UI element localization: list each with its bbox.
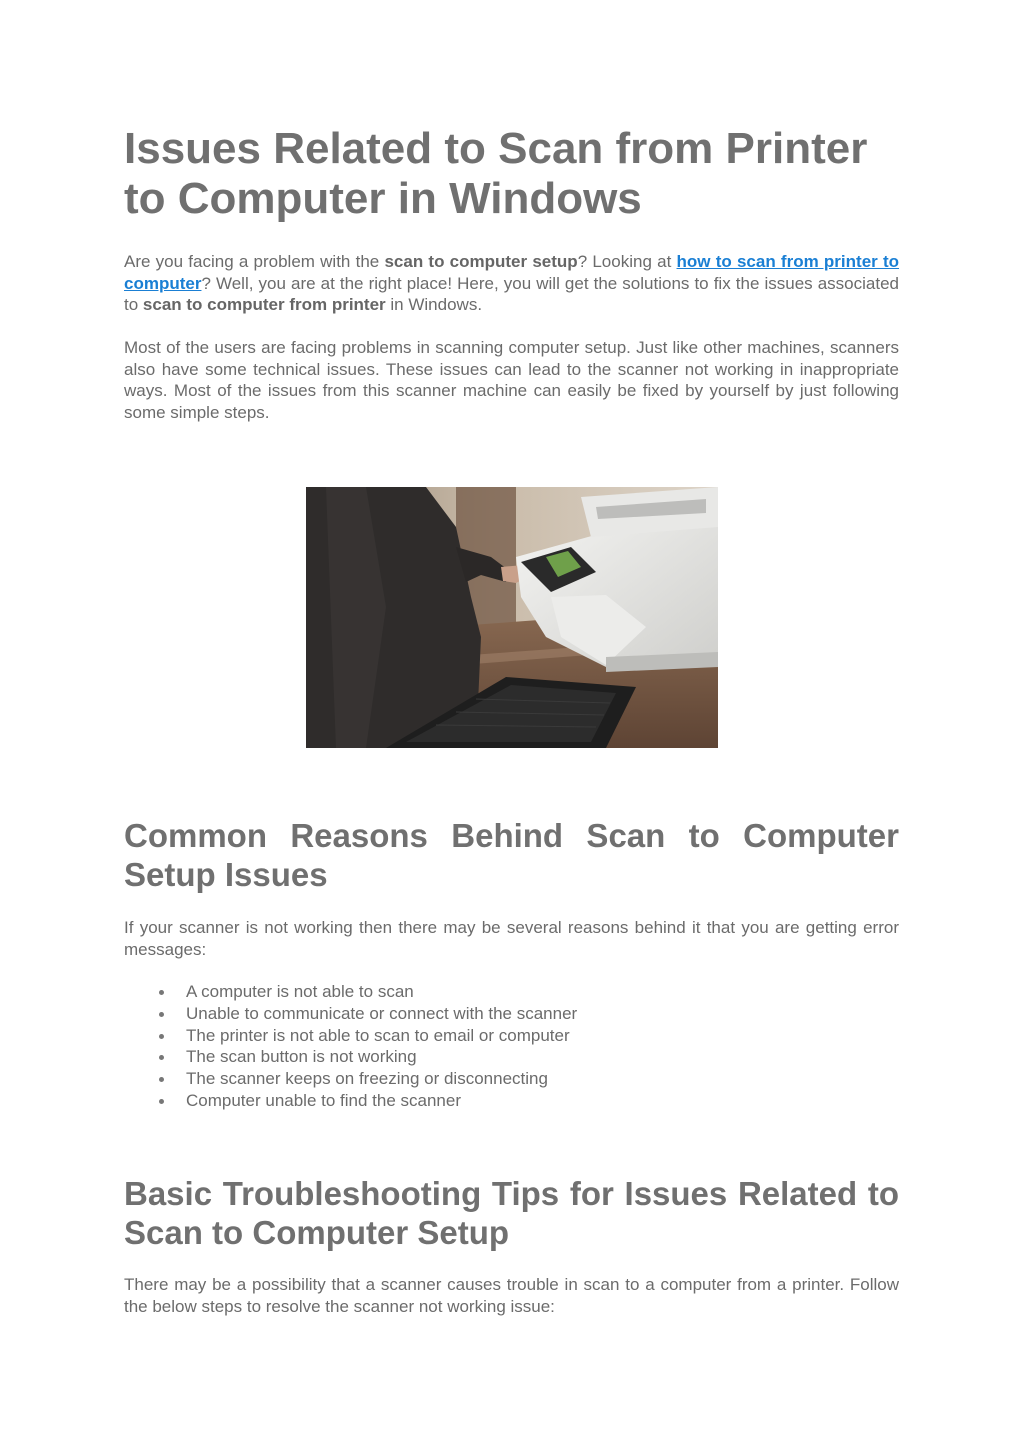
intro-text-3: ? Well, you are at the right place! Here, you will get the solutions to fix the issues associated to (124, 273, 899, 315)
list-item: The printer is not able to scan to email or computer (124, 1025, 899, 1047)
section-heading-reasons: Common Reasons Behind Scan to Computer Setup Issues (124, 817, 899, 893)
list-item: The scan button is not working (124, 1046, 899, 1068)
list-item: Computer unable to find the scanner (124, 1090, 899, 1112)
scanner-photo-illustration (306, 487, 718, 748)
reasons-list (124, 981, 899, 1112)
list-item: The scanner keeps on freezing or disconnecting (124, 1068, 899, 1090)
scanner-photo (306, 487, 718, 748)
intro-bold-2: scan to computer from printer (142, 295, 386, 315)
intro-paragraph (124, 251, 899, 316)
list-item: A computer is not able to scan (124, 981, 899, 1003)
page-title: Issues Related to Scan from Printer to Computer in Windows (124, 124, 868, 223)
intro-text-4: in Windows. (385, 295, 483, 315)
scan-guide-link[interactable]: how to scan from printer to computer (124, 252, 900, 293)
intro-text-1: Are you facing a problem with the (124, 252, 385, 271)
intro-text-2: ? Looking at (577, 252, 677, 271)
troubleshooting-intro: There may be a possibility that a scanner causes trouble in scan to a computer from a printer. Follow the below steps to resolve the scanner not working issue: (124, 1275, 899, 1316)
reasons-intro: If your scanner is not working then there may be several reasons behind it that you are getting error messages: (124, 918, 899, 959)
second-paragraph: Most of the users are facing problems in scanning computer setup. Just like other machines, scanners also have some technical issues. These issues can lead to the scanner not working in inappropriate ways. Most of the issues from this scanner machine can easily be fixed by yourself by just following some simple steps. (124, 338, 899, 422)
list-item: Unable to communicate or connect with the scanner (124, 1003, 899, 1025)
section-heading-troubleshooting: Basic Troubleshooting Tips for Issues Related to Scan to Computer Setup (124, 1175, 899, 1251)
intro-bold-1: scan to computer setup (384, 252, 578, 271)
